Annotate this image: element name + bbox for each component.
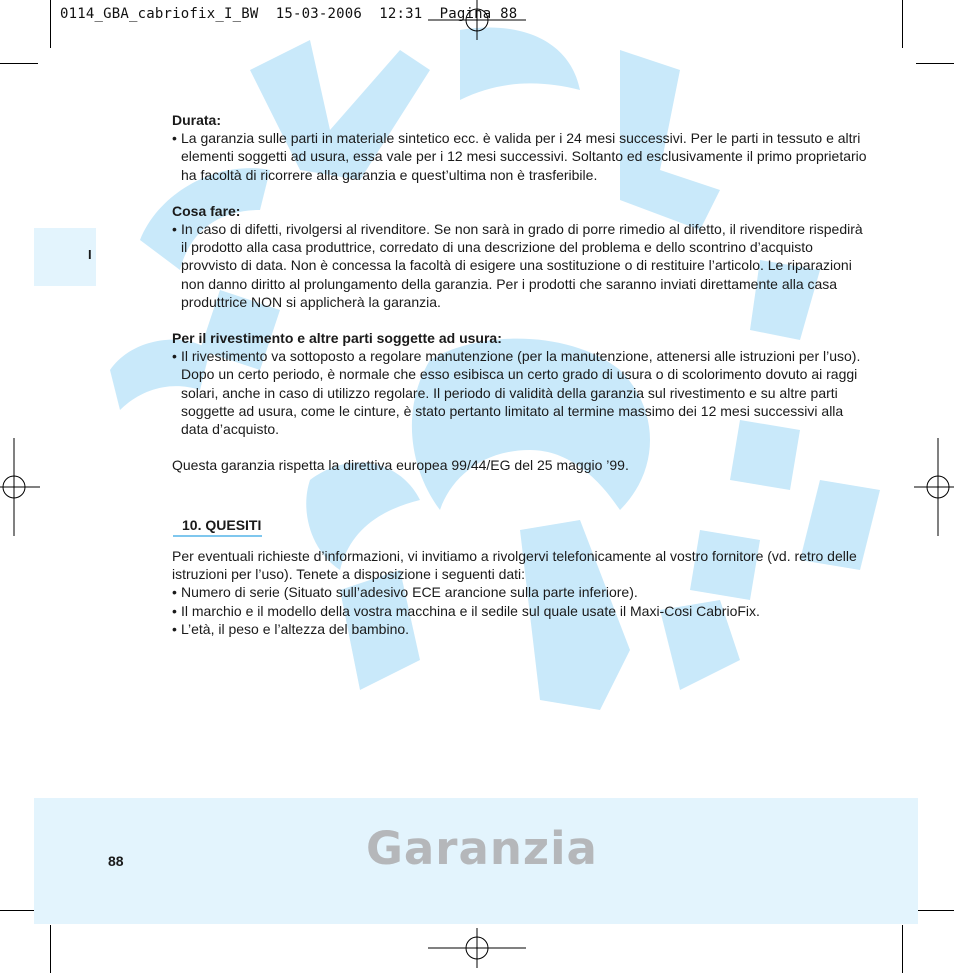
registration-mark-icon xyxy=(428,928,526,968)
crop-mark xyxy=(50,925,51,973)
page-title: Garanzia xyxy=(366,822,598,875)
list-item: • Numero di serie (Situato sull’adesivo ECE arancione sulla parte inferiore). xyxy=(172,584,638,601)
list-item: • Il marchio e il modello della vostra macchina e il sedile sul quale usate il Maxi-Cosi CabrioFix. xyxy=(172,602,760,619)
crop-mark xyxy=(0,910,38,911)
section-title-quesiti: 10. QUESITI xyxy=(173,517,262,537)
bullet-icon: • xyxy=(172,221,177,238)
list-item: • L’età, il peso e l’altezza del bambino. xyxy=(172,620,410,637)
list-item: • In caso di difetti, rivolgersi al rivenditore. Se non sarà in grado di porre rimedio al difetto, il rivenditore rispedirà il prodotto alla casa produttrice, corredato di una descrizione del problema e dello scontrino d’acquisto provvisto di data. Non è concessa la facoltà di esigere una sostituzione o di restituire l’articolo. Le riparazioni non danno diritto al prolungamento della garanzia. Per i prodotti che saranno inviati direttamente alla casa produttrice NON si applicherà la garanzia. xyxy=(172,221,863,310)
warranty-body xyxy=(172,111,872,474)
page-number: 88 xyxy=(108,853,124,869)
quesiti-body xyxy=(172,547,872,638)
language-tab-letter: I xyxy=(88,247,92,262)
crop-mark xyxy=(902,925,903,973)
bullet-icon: • xyxy=(172,602,177,619)
bullet-icon: • xyxy=(172,620,177,637)
registration-mark-icon xyxy=(0,438,40,536)
bullet-icon: • xyxy=(172,130,177,147)
crop-mark xyxy=(916,910,954,911)
crop-mark xyxy=(916,63,954,64)
registration-mark-icon xyxy=(914,438,954,536)
language-tab xyxy=(34,228,96,286)
registration-mark-icon xyxy=(428,0,526,40)
crop-mark xyxy=(0,63,38,64)
list-item: • La garanzia sulle parti in materiale sintetico ecc. è valida per i 24 mesi successivi. Per le parti in tessuto e altri elementi soggetti ad usura, essa vale per i 12 mesi successivi. Soltanto ed esclusivamente il primo proprietario ha facoltà di ricorrere alla garanzia e quest’ultima non è trasferibile. xyxy=(172,130,867,183)
quesiti-intro: Per eventuali richieste d’informazioni, vi invitiamo a rivolgervi telefonicamente al vostro fornitore (vd. retro delle istruzioni per l’uso). Tenete a disposizione i seguenti dati: xyxy=(172,548,857,583)
section-heading-durata: Durata: xyxy=(172,112,222,128)
bullet-icon: • xyxy=(172,348,177,365)
crop-mark xyxy=(902,0,903,48)
section-heading-cosa-fare: Cosa fare: xyxy=(172,202,241,219)
print-slug: 0114_GBA_cabriofix_I_BW 15-03-2006 12:31 Pagina 88 xyxy=(60,6,518,22)
list-item: • Il rivestimento va sottoposto a regolare manutenzione (per la manutenzione, attenersi alle istruzioni per l’uso). Dopo un certo periodo, è normale che esso esibisca un certo grado di usura o di scolorimento dovuto ai raggi solari, anche in caso di utilizzo regolare. Il periodo di validità della garanzia sul rivestimento e su altre parti soggette ad usura, come le cinture, è stato pertanto limitato al termine massimo dei 12 mesi successivi alla data d’acquisto. xyxy=(172,348,861,438)
directive-note: Questa garanzia rispetta la direttiva europea 99/44/EG del 25 maggio ’99. xyxy=(172,457,629,474)
crop-mark xyxy=(50,0,51,48)
section-heading-rivestimento: Per il rivestimento e altre parti soggette ad usura: xyxy=(172,330,502,347)
bullet-icon: • xyxy=(172,584,177,601)
